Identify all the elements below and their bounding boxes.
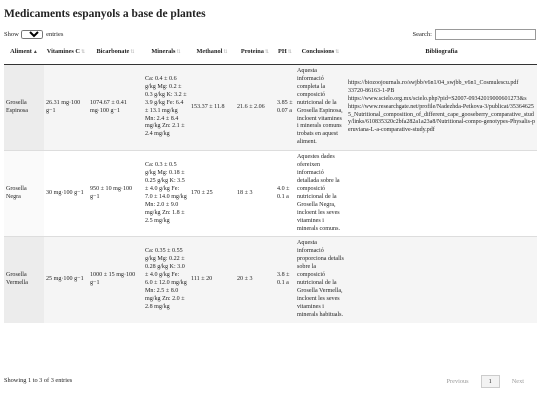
cell-bibliografia [346,237,537,323]
cell-aliment: Grosella Negra [4,151,44,237]
entries-label: entries [46,30,64,38]
cell-conclusions: Aquestes dades ofereixen informació detallada sobre la composició nutricional de la Grosella Negra, incloent les seves vitamines i minerals comuns. [295,151,346,237]
search-label: Search: [412,30,432,38]
cell-methanol: 111 ± 20 [189,237,235,323]
column-header-aliment[interactable]: Aliment▲ [4,40,44,65]
cell-ph: 4.0 ± 0.1 a [275,151,295,237]
table-info: Showing 1 to 3 of 3 entries [4,377,73,384]
show-label: Show [4,30,19,38]
cell-minerals: Ca: 0.4 ± 0.6 g/kg Mg: 0.2 ± 0.3 g/kg K: 3.2 ± 3.9 g/kg Fe: 6.4 ± 13.1 mg/kg Mn: 2.4 ± 8.4 mg/kg Zn: 2.1 ± 2.4 mg/kg [143,65,189,151]
cell-bicarbonate: 950 ± 10 mg·100 g−1 [88,151,143,237]
data-table [4,40,537,323]
sort-icon: ⇅ [264,49,270,55]
pagination [439,375,532,388]
cell-bicarbonate: 1074.67 ± 0.41 mg·100 g−1 [88,65,143,151]
cell-proteina: 18 ± 3 [235,151,275,237]
column-header-vitamines-c[interactable]: Vitamines C⇅ [44,40,88,65]
table-header-row [4,40,537,65]
table-footer [4,375,536,389]
cell-ph: 3.8 ± 0.1 a [275,237,295,323]
cell-ph: 3.85 ± 0.07 a [275,65,295,151]
cell-proteina: 21.6 ± 2.06 [235,65,275,151]
sort-icon: ⇅ [80,49,86,55]
sort-icon: ⇅ [287,49,292,55]
sort-icon: ⇅ [223,49,228,55]
cell-methanol: 170 ± 25 [189,151,235,237]
cell-conclusions: Aquesta informació proporciona detalls sobre la composició nutricional de la Grosella Vermella, incloent les seves vitamines i minerals habituals. [295,237,346,323]
column-header-minerals[interactable]: Minerals⇅ [143,40,189,65]
sort-icon: ⇅ [130,49,135,55]
entries-select[interactable] [21,30,43,39]
column-header-ph[interactable]: PH⇅ [275,40,295,65]
cell-vitamines-c: 25 mg·100 g−1 [44,237,88,323]
cell-aliment: Grosella Vermella [4,237,44,323]
sort-icon: ⇅ [176,49,181,55]
table-row [4,65,537,151]
table-container [4,40,537,370]
column-header-conclusions[interactable]: Conclusions⇅ [295,40,346,65]
cell-aliment: Grosella Espinosa [4,65,44,151]
table-row [4,151,537,237]
table-row [4,237,537,323]
page-title: Medicaments espanyols a base de plantes [4,8,206,20]
next-button[interactable]: Next [511,378,524,385]
search-input[interactable] [435,29,536,40]
cell-proteina: 20 ± 3 [235,237,275,323]
cell-vitamines-c: 30 mg·100 g−1 [44,151,88,237]
search-control [413,29,537,40]
sort-icon: ⇅ [335,49,340,55]
cell-bibliografia: https://biozoojournals.ro/swjbb/v6n1/04_swjbb_v6n1_Cosmulescu.pdf 33720-86163-1-PB https://www.scielo.org.mx/scielo.php?pid=S2007-09342019000601273&s https://www.researchgate.net/profile/Nadezhda-Petkova-3/publicat/353646255_Nutritional_composition_of_different_cape_gooseberry_comparative_study/links/610835320c2bfa282a1a23a8/Nutritional-compo-genotypes-Physalis-peruviana-L-a-comparative-study.pdf [346,65,537,151]
previous-button[interactable]: Previous [446,378,469,385]
column-header-methanol[interactable]: Methanol⇅ [189,40,235,65]
page-number-button[interactable]: 1 [481,375,500,388]
cell-bicarbonate: 1000 ± 15 mg·100 g−1 [88,237,143,323]
cell-minerals: Ca: 0.3 ± 0.5 g/kg Mg: 0.18 ± 0.25 g/kg K: 3.5 ± 4.0 g/kg Fe: 7.0 ± 14.0 mg/kg Mn: 2.0 ± 9.0 mg/kg Zn: 1.8 ± 2.5 mg/kg [143,151,189,237]
cell-vitamines-c: 26.31 mg·100 g−1 [44,65,88,151]
sort-asc-icon: ▲ [32,49,38,55]
cell-minerals: Ca: 0.35 ± 0.55 g/kg Mg: 0.22 ± 0.28 g/kg K: 3.0 ± 4.0 g/kg Fe: 6.0 ± 12.0 mg/kg Mn: 2.5 ± 8.0 mg/kg Zn: 2.0 ± 2.8 mg/kg [143,237,189,323]
cell-methanol: 153.37 ± 11.8 [189,65,235,151]
column-header-proteina[interactable]: Proteina⇅ [235,40,275,65]
cell-conclusions: Aquesta informació completa la composició nutricional de la Grosella Espinosa, incloent vitamines i minerals comuns trobats en aquest aliment. [295,65,346,151]
cell-bibliografia [346,151,537,237]
column-header-bicarbonate[interactable]: Bicarbonate⇅ [88,40,143,65]
entries-length-control [4,30,63,39]
column-header-bibliografia: Bibliografia [346,40,537,65]
